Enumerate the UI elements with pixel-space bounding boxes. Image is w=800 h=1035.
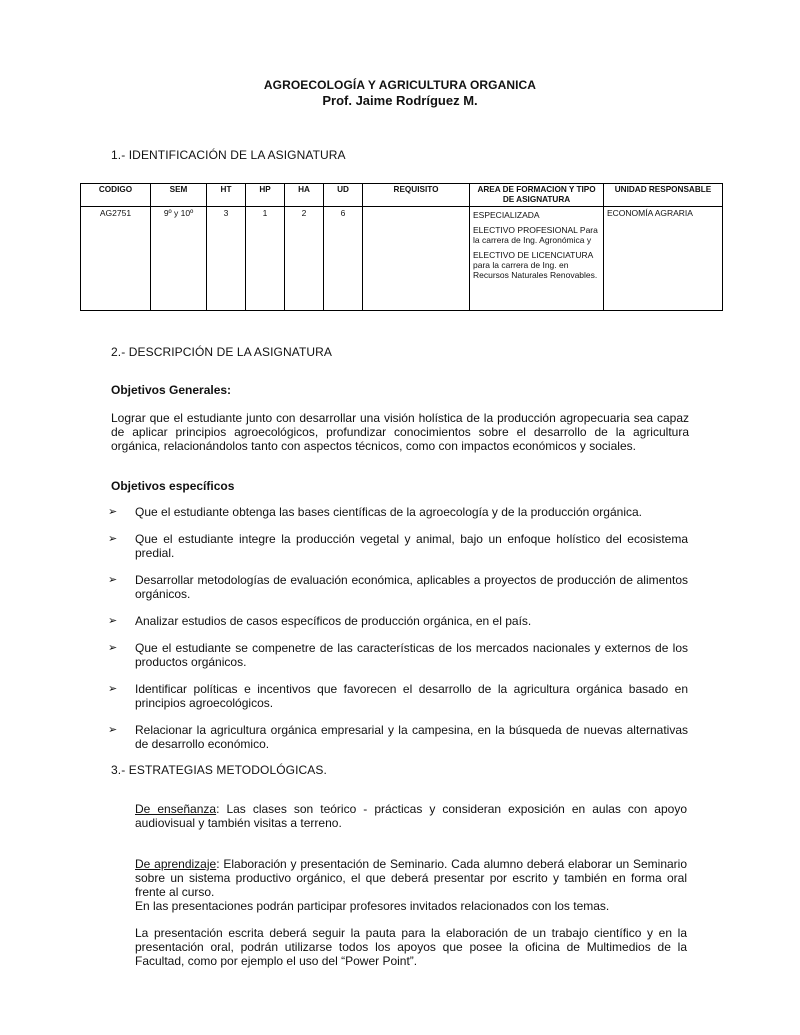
cell-hp: 1 [246,207,285,311]
col-header-sem: SEM [151,184,207,207]
col-header-unidad: UNIDAD RESPONSABLE [604,184,723,207]
ensenanza-text: : Las clases son teórico - prácticas y consideran exposición en aulas con apoyo audiovisual y también visitas a terreno. [135,802,688,830]
list-item: ➢ Que el estudiante se compenetre de las características de los mercados nacionales y externos de los productos orgánicos. [108,641,688,669]
cell-requisito [363,207,470,311]
col-header-ud: UD [324,184,363,207]
section1-heading: 1.- IDENTIFICACIÓN DE LA ASIGNATURA [111,148,346,162]
section3-heading: 3.- ESTRATEGIAS METODOLÓGICAS. [111,763,327,777]
aprendizaje-text: : Elaboración y presentación de Seminario. Cada alumno deberá elaborar un Seminario sobre un sistema productivo orgánico, el que deberá presentar por escrito y también en forma oral frente al curso. [135,857,688,899]
ensenanza-paragraph [135,802,687,830]
arrow-bullet-icon: ➢ [108,574,118,586]
list-item: ➢ Que el estudiante integre la producción vegetal y animal, bajo un enfoque holístico del ecosistema predial. [108,532,688,560]
section2-heading: 2.- DESCRIPCIÓN DE LA ASIGNATURA [111,345,333,359]
table-row [81,207,723,311]
arrow-bullet-icon: ➢ [108,683,118,695]
aprendizaje-text2: En las presentaciones podrán participar profesores invitados relacionados con los temas. [135,899,610,913]
arrow-bullet-icon: ➢ [108,533,118,545]
aprendizaje-label: De aprendizaje [135,857,217,871]
col-header-requisito: REQUISITO [363,184,470,207]
list-item: ➢ Que el estudiante obtenga las bases científicas de la agroecología y de la producción orgánica. [108,505,642,519]
aprendizaje-paragraph [135,857,687,913]
cell-sem: 9º y 10º [151,207,207,311]
document-title: AGROECOLOGÍA Y AGRICULTURA ORGANICA [263,78,537,92]
area-electivo-licenciatura: ELECTIVO DE LICENCIATURA para la carrera de Ing. en Recursos Naturales Renovables. [473,250,598,280]
general-objectives-text: Lograr que el estudiante junto con desarrollar una visión holística de la producción agropecuaria sea capaz de aplicar principios agroecológicos, profundizar conocimientos sobre el desarrollo de la agricultura orgánica, relacionándolos tanto con aspectos técnicos, como con impactos económicos y sociales. [111,411,689,453]
col-header-hp: HP [246,184,285,207]
col-header-ht: HT [207,184,246,207]
arrow-bullet-icon: ➢ [108,642,118,654]
specific-objectives-list [108,505,688,751]
cell-ud: 6 [324,207,363,311]
presentacion-paragraph: La presentación escrita deberá seguir la pauta para la elaboración de un trabajo científico y en la presentación oral, podrán utilizarse todos los apoyos que posee la oficina de Multimedios de la Facultad, como por ejemplo el uso del “Power Point”. [135,926,687,968]
identification-table [80,183,723,311]
list-item: ➢ Analizar estudios de casos específicos de producción orgánica, en el país. [108,614,532,628]
list-item: ➢ Identificar políticas e incentivos que favorecen el desarrollo de la agricultura orgánica basado en principios agroecológicos. [108,682,688,710]
document-author: Prof. Jaime Rodríguez M. [322,93,478,108]
list-item: ➢ Desarrollar metodologías de evaluación económica, aplicables a proyectos de producción de alimentos orgánicos. [108,573,688,601]
col-header-area: AREA DE FORMACION Y TIPO DE ASIGNATURA [470,184,604,207]
arrow-bullet-icon: ➢ [108,506,118,518]
cell-ha: 2 [285,207,324,311]
cell-unidad: ECONOMÍA AGRARIA [604,207,723,311]
cell-codigo: AG2751 [81,207,151,311]
cell-ht: 3 [207,207,246,311]
arrow-bullet-icon: ➢ [108,724,118,736]
area-especializada: ESPECIALIZADA [473,210,540,220]
table-header-row [81,184,723,207]
list-item: ➢ Relacionar la agricultura orgánica empresarial y la campesina, en la búsqueda de nuevas alternativas de desarrollo económico. [108,723,688,751]
specific-objectives-title: Objetivos específicos [111,479,235,493]
arrow-bullet-icon: ➢ [108,615,118,627]
ensenanza-label: De enseñanza [135,802,217,816]
cell-area [470,207,604,311]
area-electivo-profesional: ELECTIVO PROFESIONAL Para la carrera de Ing. Agronómica y [473,225,598,245]
col-header-ha: HA [285,184,324,207]
title-block [0,78,800,108]
col-header-codigo: CODIGO [81,184,151,207]
general-objectives-title: Objetivos Generales: [111,383,232,397]
